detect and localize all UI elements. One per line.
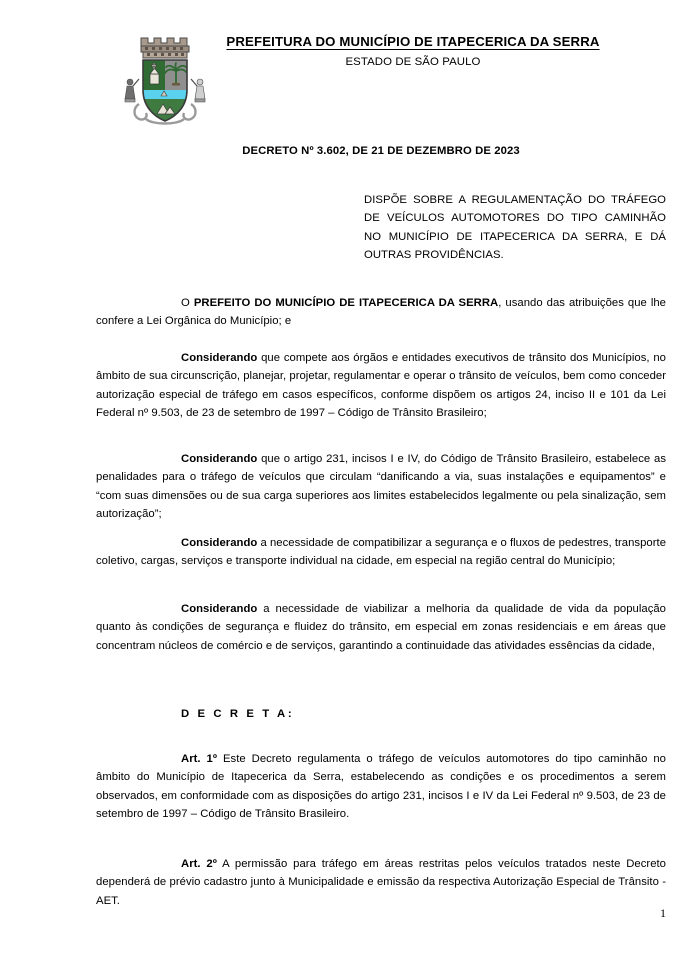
decreta-label: D E C R E T A: bbox=[181, 708, 295, 720]
considerando-label: Considerando bbox=[181, 352, 258, 364]
article-label: Art. 1º bbox=[181, 753, 217, 765]
page-number: 1 bbox=[660, 906, 666, 920]
article-block-2 bbox=[96, 855, 666, 910]
article-paragraph bbox=[96, 855, 666, 910]
preamble-lead: O bbox=[181, 297, 194, 309]
article-text: Este Decreto regulamenta o tráfego de veículos automotores do tipo caminhão no âmbito do Município de Itapecerica da Serra, estabelecendo as condições e os procedimentos a serem observados, em conformidade com as disposições do artigo 231, incisos I e IV da Lei Federal nº 9.503, de 23 de setembro de 1997 – Código de Trânsito Brasileiro. bbox=[96, 753, 666, 820]
preamble-paragraph bbox=[96, 294, 666, 331]
considerando-label: Considerando bbox=[181, 603, 258, 615]
decree-summary: DISPÕE SOBRE A REGULAMENTAÇÃO DO TRÁFEGO DE VEÍCULOS AUTOMOTORES DO TIPO CAMINHÃO NO MUNICÍPIO DE ITAPECERICA DA SERRA, E DÁ OUTRAS PROVIDÊNCIAS. bbox=[364, 194, 666, 261]
header-text-block bbox=[213, 34, 613, 69]
page-title: PREFEITURA DO MUNICÍPIO DE ITAPECERICA DA SERRA bbox=[226, 34, 600, 49]
considerando-paragraph bbox=[96, 349, 666, 422]
considerando-paragraph bbox=[96, 534, 666, 571]
considerando-paragraph bbox=[96, 600, 666, 655]
considerando-text: que compete aos órgãos e entidades executivos de trânsito dos Municípios, no âmbito de sua circunscrição, planejar, projetar, regulamentar e operar o trânsito de veículos, bem como conceder autorização especial de tráfego em casos específicos, conforme dispõem os artigos 24, inciso II e 101 da Lei Federal nº 9.503, de 23 de setembro de 1997 – Código de Trânsito Brasileiro; bbox=[96, 352, 666, 419]
preamble-block bbox=[96, 294, 666, 331]
considerando-text: a necessidade de viabilizar a melhoria da qualidade de vida da população quanto às condições de segurança e fluidez do trânsito, em especial em zonas residenciais e em áreas que concentram núcleos de comércio e de serviços, garantindo a continuidade das atividades essências da cidade, bbox=[96, 603, 666, 652]
article-block-1 bbox=[96, 750, 666, 823]
considerando-paragraph bbox=[96, 450, 666, 523]
preamble-rest: , usando das atribuições que lhe confere a Lei Orgânica do Município; e bbox=[96, 297, 666, 328]
article-label: Art. 2º bbox=[181, 858, 217, 870]
article-paragraph bbox=[96, 750, 666, 823]
considerando-block-1 bbox=[96, 349, 666, 422]
considerando-label: Considerando bbox=[181, 453, 258, 465]
considerando-text: a necessidade de compatibilizar a segurança e o fluxos de pedestres, transporte coletivo, cargas, serviços e transporte individual na cidade, em especial na região central do Município; bbox=[96, 537, 667, 568]
considerando-label: Considerando bbox=[181, 537, 258, 549]
considerando-block-3 bbox=[96, 534, 666, 571]
decree-title: DECRETO Nº 3.602, DE 21 DE DEZEMBRO DE 2023 bbox=[242, 145, 520, 157]
document-header bbox=[0, 26, 690, 146]
preamble-authority: PREFEITO DO MUNICÍPIO DE ITAPECERICA DA SERRA bbox=[193, 297, 499, 309]
coat-of-arms-icon bbox=[117, 32, 213, 144]
decreta-block bbox=[96, 705, 666, 723]
article-text: A permissão para tráfego em áreas restritas pelos veículos tratados neste Decreto dependerá de prévio cadastro junto à Municipalidade e emissão da respectiva Autorização Especial de Trânsito - AET. bbox=[96, 858, 666, 907]
considerando-block-4 bbox=[96, 600, 666, 655]
considerando-block-2 bbox=[96, 450, 666, 523]
header-subtitle: ESTADO DE SÃO PAULO bbox=[345, 55, 481, 68]
considerando-text: que o artigo 231, incisos I e IV, do Código de Trânsito Brasileiro, estabelece as penalidades para o tráfego de veículos que circulam “danificando a via, suas instalações e equipamentos” e “com suas dimensões ou de sua carga superiores aos limites estabelecidos legalmente ou pela sinalização, sem autorização”; bbox=[96, 453, 666, 520]
